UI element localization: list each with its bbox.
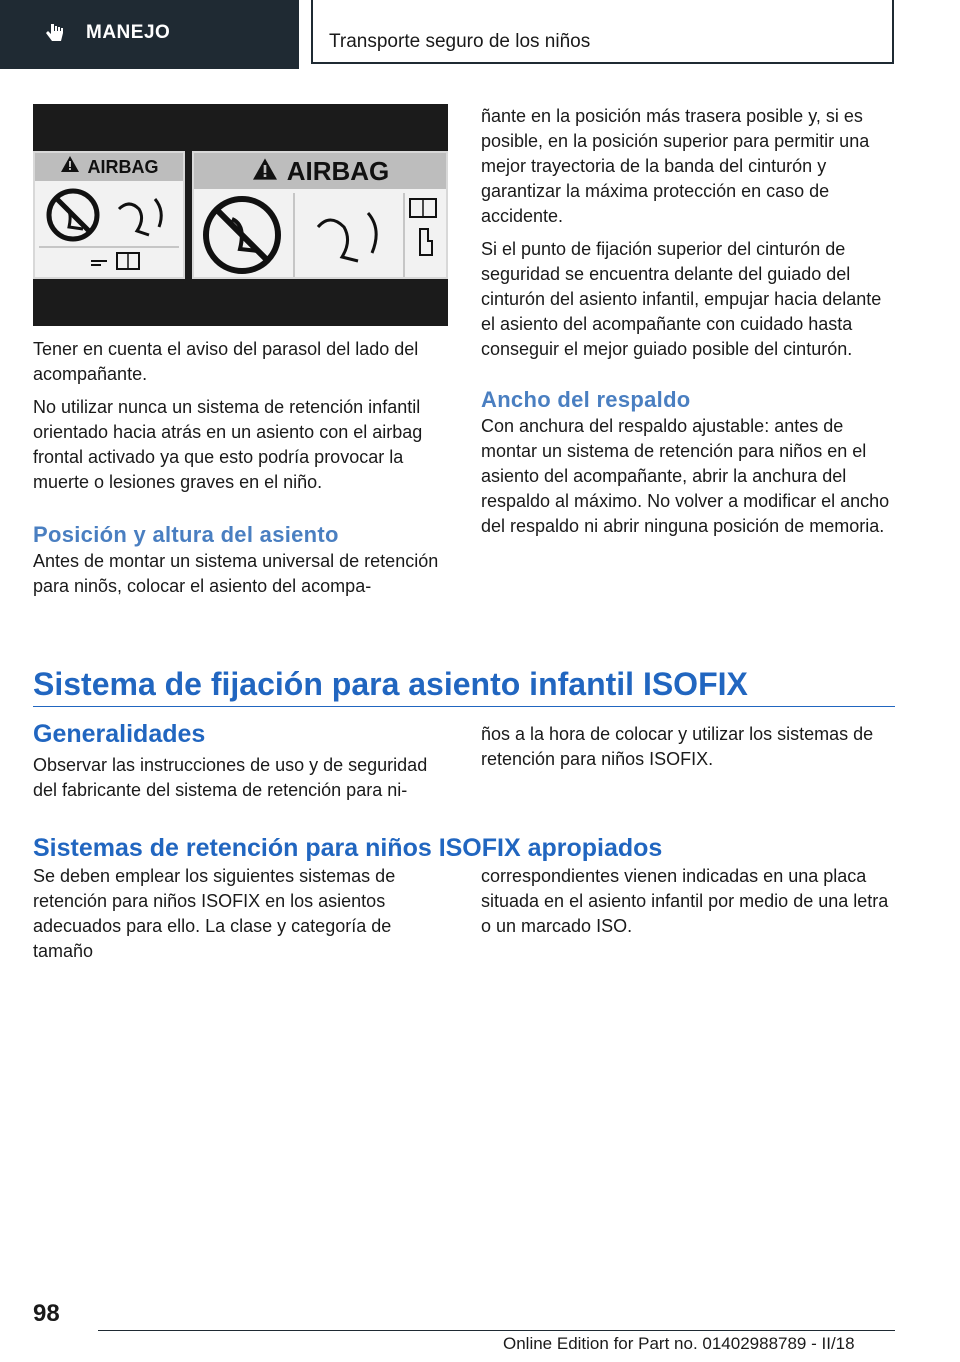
- airbag-label-text: AIRBAG: [87, 156, 159, 177]
- general-text-left: Observar las instrucciones de uso y de seguridad del fabricante del sistema de retención para ni-: [33, 755, 428, 800]
- section-tab: [0, 0, 299, 69]
- footer-divider: [98, 1330, 895, 1331]
- backrest-width-heading: Ancho del respaldo: [481, 387, 691, 412]
- suitable-right: [481, 864, 895, 947]
- right-column: [481, 104, 895, 547]
- suitable-text-right: correspondientes vienen indicadas en una placa situada en el asiento infantil por medio de una letra o un marcado ISO.: [481, 866, 889, 936]
- seat-position-text: Antes de montar un sistema universal de retención para ninõs, colocar el asiento del acompa-: [33, 551, 439, 596]
- seat-position-heading: Posición y altura del asiento: [33, 522, 339, 547]
- page-number: 98: [33, 1300, 60, 1327]
- no-rear-facing-seat-icon-large: [198, 193, 444, 277]
- no-rear-facing-seat-icon: [39, 187, 179, 275]
- general-heading: Generalidades: [33, 720, 206, 748]
- airbag-warning-photo: [33, 104, 448, 326]
- airbag-label-small: [33, 151, 185, 279]
- airbag-label-large: [192, 151, 448, 279]
- topic-header: [311, 0, 894, 64]
- topic-title: Transporte seguro de los niños: [329, 31, 591, 52]
- suitable-text-left: Se deben emplear los siguientes sistemas de retención para niños ISOFIX en los asientos adecuados para ello. La clase y categoría de tamaño: [33, 866, 396, 961]
- general-text-right: ños a la hora de colocar y utilizar los sistemas de retención para niños ISOFIX.: [481, 724, 874, 769]
- airbag-label-text: AIRBAG: [286, 155, 390, 186]
- airbag-warning-text: No utilizar nunca un sistema de retención infantil orientado hacia atrás en un asiento con el airbag frontal activado ya que esto podría provocar la muerte o lesiones graves en el niño.: [33, 397, 423, 492]
- image-caption: Tener en cuenta el aviso del parasol del lado del acompañante.: [33, 339, 419, 384]
- edition-note: Online Edition for Part no. 01402988789 - II/18: [503, 1334, 855, 1353]
- general-left: [33, 719, 448, 811]
- warning-triangle-icon: [60, 155, 80, 180]
- suitable-systems-heading: Sistemas de retención para niños ISOFIX apropiados: [33, 834, 663, 862]
- warning-triangle-icon: [251, 157, 279, 185]
- hand-pointer-icon: [42, 21, 66, 45]
- suitable-left: [33, 864, 448, 972]
- belt-guide-text: Si el punto de fijación superior del cinturón de seguridad se encuentra delante del guiado del cinturón del asiento infantil, empujar hacia delante el asiento del acompañante con cuidado hasta conseguir el mejor guiado posible del cinturón.: [481, 239, 882, 359]
- left-column: [33, 104, 448, 607]
- section-label: MANEJO: [86, 22, 171, 43]
- general-right: [481, 722, 895, 780]
- backrest-width-text: Con anchura del respaldo ajustable: antes de montar un sistema de retención para niños en el asiento del acompañante, abrir la anchura del respaldo al máximo. No volver a modificar el ancho del respaldo ni abrir ninguna posición de memoria.: [481, 416, 890, 536]
- seat-position-text-cont: ñante en la posición más trasera posible y, si es posible, en la posición superior para permitir una mejor trayectoria de la banda del cinturón y garantizar la máxima protección en caso de accidente.: [481, 106, 870, 226]
- isofix-section-title: Sistema de fijación para asiento infantil ISOFIX: [33, 664, 895, 707]
